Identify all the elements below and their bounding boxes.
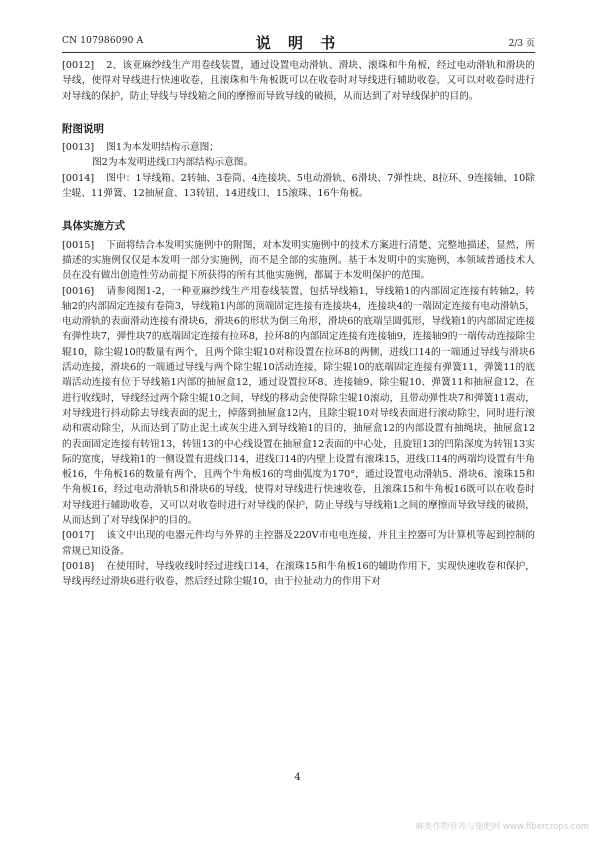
section-heading-embodiment: 具体实施方式 [62, 220, 125, 233]
watermark: 麻类作物营养与施肥网 www.fibercrops.com [415, 822, 589, 832]
paragraph-number: [0015] [62, 239, 95, 251]
paragraph-text: 下面将结合本发明实施例中的附图，对本发明实施例中的技术方案进行清楚、完整地描述，显然，所描述的实施例仅仅是本发明一部分实施例，而不是全部的实施例。基于本发明中的实施例，本领域普通技术人员在没有做出创造性劳动前提下所获得的所有其他实施例，都属于本发明保护的范围。 [62, 239, 535, 282]
paragraph-text: 请参阅图1-2，一种亚麻纱线生产用卷线装置，包括导线箱1，导线箱1的内部固定连接有转轴2，转轴2的内部固定连接有卷筒3，导线箱1内部的顶端固定连接有连接块4，连接块4的一端固定连接有电动滑轨5，电动滑轨的表面滑动连接有滑块6，滑块6的形状为倒三角形，滑块6的底端呈圆弧形，导线箱1的内部固定连接有弹性块7，弹性块7的底端固定连接有拉环8，拉环8的内部固定连接有连接轴9，连接轴9的一端传动连接除尘辊10，除尘辊10的数量有两个，且两个除尘辊10对称设置在拉环8的两侧，进线口14的一端通过导线与滑块6活动连接，滑块6的一端通过导线与两个除尘辊10活动连接，除尘辊10的底端固定连接有弹簧11，弹簧11的底端活动连接有位于导线箱1内部的抽屉盒12，通过设置拉环8、连接轴9、除尘辊10、弹簧11和抽屉盒12，在进行收线时，导线经过两个除尘辊10之间，导线的移动会使得除尘辊10滚动，且带动弹性块7和弹簧11震动，对导线进行抖动除去导线表面的泥土，掉落到抽屉盒12内，且除尘辊10对导线表面进行滚动除尘，同时进行滚动和震动除尘，从而达到了防止泥土或灰尘进入到导线箱1的目的，抽屉盒12的内部设置有抽绳块，抽屉盒12的表面固定连接有转钮13，转钮13的中心线设置在抽屉盒12表面的中心处，且旋钮13的凹陷深度为转钮13实际的宽度，导线箱1的一侧设置有进线口14，进线口14的内壁上设置有滚珠15，进线口14的两端均设置有牛角板16，牛角板16的数量有两个，且两个牛角板16的弯曲弧度为170°，通过设置电动滑轨5、滑块6、滚珠15和牛角板16，经过电动滑轨5和滑块6的导线，使得对导线进行快速收卷，且滚珠15和牛角板16既可以在收卷时对导线进行辅助收卷，又可以对收卷时进行对导线的保护，防止导线与导线箱1之间的摩擦而导致导线的破损，从而达到了对导线保护的目的。 [62, 285, 535, 527]
page-number: 4 [294, 772, 301, 783]
document-body [62, 58, 535, 590]
paragraph-0017 [62, 528, 535, 559]
figure-description-line: 图2为本发明进线口内部结构示意图。 [92, 157, 254, 169]
paragraph-number: [0013] [62, 142, 95, 154]
paragraph-number: [0018] [62, 560, 95, 572]
paragraph-0012 [62, 58, 535, 104]
paragraph-number: [0014] [62, 172, 95, 184]
paragraph-number: [0012] [62, 60, 95, 71]
page-info: 2/3 页 [508, 39, 535, 49]
page-header [62, 32, 535, 53]
paragraph-0013 [62, 140, 535, 155]
section-heading-figures: 附图说明 [62, 122, 104, 135]
paragraph-0018 [62, 559, 535, 590]
paragraph-text: 图1为本发明结构示意图； [106, 142, 219, 154]
doc-number: CN 107986090 A [62, 36, 144, 46]
paragraph-text: 图中：1导线箱、2转轴、3卷筒、4连接块、5电动滑轨、6滑块、7弹性块、8拉环、9连接轴、10除尘辊、11弹簧、12抽屉盒、13转钮、14进线口、15滚珠、16牛角板。 [62, 172, 535, 200]
doc-title: 说 明 书 [255, 34, 342, 52]
paragraph-0014 [62, 171, 535, 202]
paragraph-text: 2、该亚麻纱线生产用卷线装置，通过设置电动滑轨、滑块、滚珠和牛角板，经过电动滑轨和滑块的导线，使得对导线进行快速收卷，且滚珠和牛角板既可以在收卷时对导线进行辅助收卷，又可以对收卷时进行对导线的保护，防止导线与导线箱之间的摩擦而导致导线的破损，从而达到了对导线保护的目的。 [62, 60, 535, 102]
paragraph-0015 [62, 238, 535, 284]
paragraph-number: [0017] [62, 530, 95, 542]
paragraph-0016 [62, 284, 535, 529]
paragraph-text: 该文中出现的电器元件均与外界的主控器及220V市电电连接，并且主控器可为计算机等起到控制的常规已知设备。 [62, 530, 535, 557]
paragraph-number: [0016] [62, 285, 95, 297]
paragraph-text: 在使用时，导线收线时经过进线口14，在滚珠15和牛角板16的辅助作用下，实现快速收卷和保护，导线再经过滑块6进行收卷，然后经过除尘辊10，由于拉扯动力的作用下对 [62, 560, 535, 588]
